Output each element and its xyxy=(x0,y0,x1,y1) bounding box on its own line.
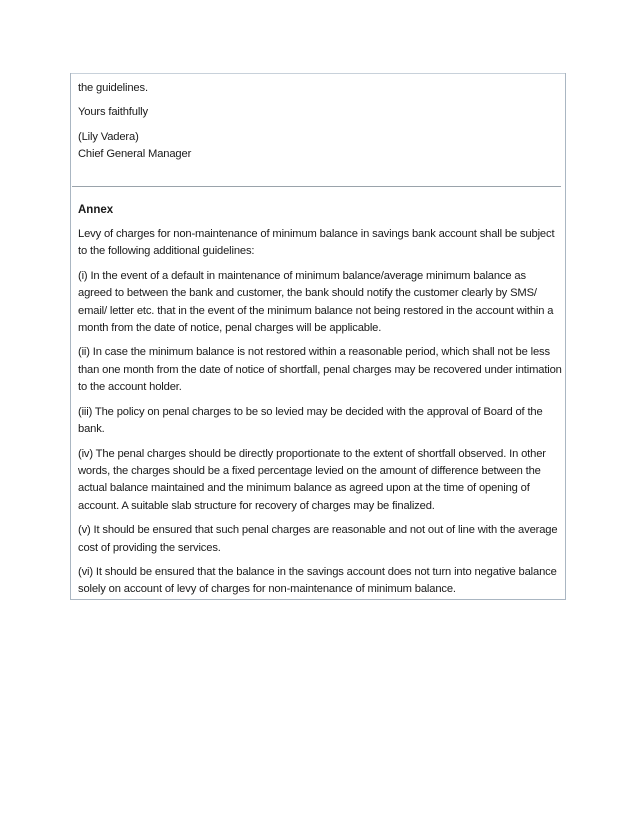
annex-title: Annex xyxy=(78,203,114,216)
letter-fragment: the guidelines. xyxy=(78,82,148,94)
signatory-title: Chief General Manager xyxy=(78,148,192,161)
annex-item-1: (i) In the event of a default in maintenance of minimum balance/average minimum balance as agreed to between the bank and customer, the bank should notify the customer clearly by SMS/ email/ letter etc. that in the event of the minimum balance not being restored in the account within a month from the date of notice, penal charges will be applicable. xyxy=(78,269,554,335)
letter-signature xyxy=(78,129,562,164)
annex-intro: Levy of charges for non-maintenance of minimum balance in savings bank account shall be subject to the following additional guidelines: xyxy=(78,228,555,258)
document-body xyxy=(78,80,562,606)
annex-item-5: (v) It should be ensured that such penal charges are reasonable and not out of line with the average cost of providing the services. xyxy=(78,524,558,554)
annex-item-6: (vi) It should be ensured that the balance in the savings account does not turn into negative balance solely on account of levy of charges for non-maintenance of minimum balance. xyxy=(78,565,557,596)
section-divider xyxy=(72,186,561,187)
letter-closing: Yours faithfully xyxy=(78,106,148,119)
annex-item-3: (iii) The policy on penal charges to be so levied may be decided with the approval of Board of the bank. xyxy=(78,405,543,436)
annex-item-4: (iv) The penal charges should be directly proportionate to the extent of shortfall observed. In other words, the charges should be a fixed percentage levied on the amount of difference between the actual balance maintained and the minimum balance as agreed upon at the time of opening of account. A suitable slab structure for recovery of charges may be finalized. xyxy=(78,447,546,512)
signatory-name: (Lily Vadera) xyxy=(78,130,139,143)
annex-item-2: (ii) In case the minimum balance is not restored within a reasonable period, which shall not be less than one month from the date of notice of shortfall, penal charges may be recovered under intimation to the account holder. xyxy=(78,346,562,394)
